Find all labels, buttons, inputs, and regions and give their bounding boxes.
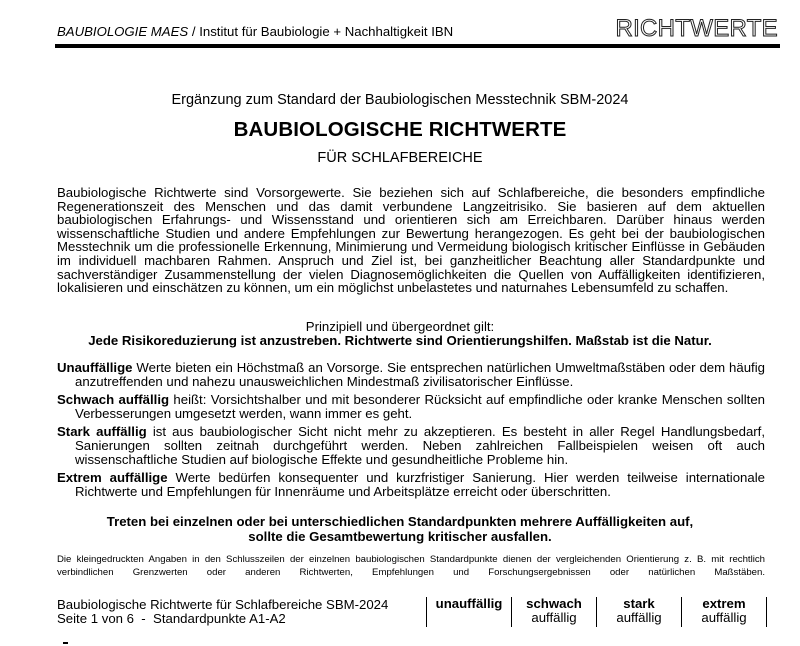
- level-term: Schwach auffällig: [57, 392, 170, 408]
- principle-lead: Prinzipiell und übergeordnet gilt:: [305, 319, 495, 334]
- assessment-levels: [57, 361, 765, 503]
- footer-doc-title: Baubiologische Richtwerte für Schlafbereiche SBM-2024: [57, 597, 389, 612]
- page-edge-mark: [63, 642, 68, 644]
- document-supertitle: Ergänzung zum Standard der Baubiologischen Messtechnik SBM-2024: [171, 92, 629, 108]
- footer-page-info: Seite 1 von 6 - Standardpunkte A1-A2: [57, 611, 286, 626]
- header-rule: [55, 44, 780, 48]
- footer-rating-scale: [426, 597, 767, 627]
- level-description: heißt: Vorsichtshalber und mit besonderer Rücksicht auf empfindliche oder kranke Menschen sollten Verbesserungen umgesetzt werden, wann immer es geht.: [75, 392, 765, 421]
- level-schwach-auffaellig: [57, 393, 765, 420]
- conclusion-block: [0, 514, 800, 544]
- scale-schwach: [512, 597, 596, 627]
- scale-extrem: [682, 597, 766, 627]
- scale-label-top: unauffällig: [435, 596, 503, 611]
- principle-statement: Jede Risikoreduzierung ist anzustreben. Richtwerte sind Orientierungshilfen. Maßstab ist die Natur.: [88, 333, 712, 348]
- scale-stark: [597, 597, 681, 627]
- scale-label-top: stark: [623, 596, 655, 611]
- level-term: Extrem auffällige: [57, 470, 168, 486]
- institute-name: Institut für Baubiologie + Nachhaltigkeit IBN: [199, 24, 454, 39]
- level-term: Stark auffällig: [57, 424, 147, 440]
- level-description: Werte bieten ein Höchstmaß an Vorsorge. Sie entsprechen natürlichen Umweltmaßstäben oder dem häufig anzutreffenden und nahezu unausweichlichen Mindestmaß zivilisatorischer Einflüsse.: [75, 360, 765, 389]
- header-separator: /: [191, 24, 196, 39]
- scale-label-bottom: auffällig: [701, 610, 747, 625]
- level-stark-auffaellig: [57, 425, 765, 466]
- footer-info: [57, 598, 388, 626]
- scale-unauffaellig: [427, 597, 511, 627]
- document-subtitle: FÜR SCHLAFBEREICHE: [317, 150, 483, 166]
- principle-block: [0, 320, 800, 348]
- scale-label-bottom: auffällig: [531, 610, 577, 625]
- level-description: Werte bedürfen konsequenter und kurzfristiger Sanierung. Hier werden teilweise internationale Richtwerte und Empfehlungen für Innenräume und Arbeitsplätze erreicht oder überschritten.: [75, 470, 765, 499]
- intro-paragraph: Baubiologische Richtwerte sind Vorsorgewerte. Sie beziehen sich auf Schlafbereiche, die besonders empfindliche Regenerationszeit des Menschen und das damit verbundene Langzeitrisiko. Sie basieren auf dem aktuellen baubiologischen Erfahrungs- und Wissensstand und orientieren sich am Erreichbaren. Darüber hinaus werden wissenschaftliche Studien und andere Empfehlungen zur Bewertung herangezogen. Es geht bei der baubiologischen Messtechnik um die professionelle Erkennung, Minimierung und Vermeidung biologisch kritischer Einflüsse in Gebäuden im individuell machbaren Rahmen. Anspruch und Ziel ist, bei ganzheitlicher Beachtung aller Standardpunkte und sachverständiger Zusammenstellung der vielen Diagnosemöglichkeiten die Quellen von Auffälligkeiten identifizieren, lokalisieren und einschätzen zu können, um ein möglichst unbelastetes und naturnahes Lebensumfeld zu schaffen.: [57, 185, 765, 296]
- conclusion-line-2: sollte die Gesamtbewertung kritischer ausfallen.: [248, 529, 552, 544]
- brand-name: BAUBIOLOGIE MAES: [57, 24, 189, 39]
- level-unauffaellig: [57, 361, 765, 388]
- conclusion-line-1: Treten bei einzelnen oder bei unterschiedlichen Standardpunkten mehrere Auffälligkeiten auf,: [106, 514, 694, 529]
- section-label: RICHTWERTE: [615, 15, 778, 42]
- smallprint-note: Die kleingedruckten Angaben in den Schlusszeilen der einzelnen baubiologischen Standardpunkte dienen der vergleichenden Orientierung z. B. mit rechtlich verbindlichen Grenzwerten oder anderen Richtwerten, Empfehlungen und Forschungsergebnissen oder natürlichen Maßstäben.: [57, 554, 765, 578]
- scale-label-top: schwach: [526, 596, 582, 611]
- level-term: Unauffällige: [57, 360, 133, 375]
- page-header: [55, 15, 780, 48]
- scale-label-top: extrem: [702, 596, 746, 611]
- level-description: ist aus baubiologischer Sicht nicht mehr zu akzeptieren. Es besteht in aller Regel Handlungsbedarf, Sanierungen sollten zeitnah durchgeführt werden. Neben zahlreichen Fallbeispielen weisen oft auch wissenschaftliche Studien auf biologische Effekte und gesundheitliche Probleme hin.: [75, 424, 765, 467]
- header-publisher: [57, 24, 453, 39]
- scale-divider: [766, 597, 767, 627]
- document-title: BAUBIOLOGISCHE RICHTWERTE: [233, 118, 567, 141]
- level-extrem-auffaellig: [57, 471, 765, 498]
- scale-label-bottom: auffällig: [616, 610, 662, 625]
